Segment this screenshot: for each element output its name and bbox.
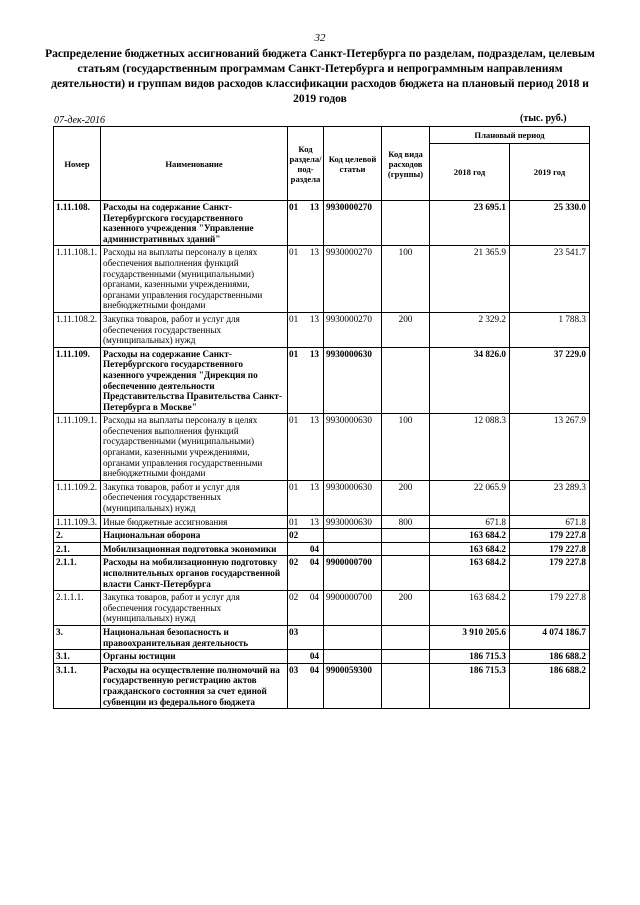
cell-2018: 21 365.9 [430, 246, 510, 313]
cell-name: Органы юстиции [101, 650, 288, 664]
table-row [54, 529, 590, 543]
section-code: 02 [289, 530, 299, 541]
header-2019: 2019 год [510, 144, 590, 201]
table-row [54, 347, 590, 414]
cell-2018: 3 910 205.6 [430, 625, 510, 649]
cell-name: Расходы на мобилизационную подготовку исполнительных органов государственной власти Санкт-Петербурга [101, 556, 288, 591]
cell-number: 3.1.1. [54, 663, 101, 708]
cell-target-code [324, 542, 382, 556]
cell-type-code [382, 529, 430, 543]
cell-2018: 163 684.2 [430, 591, 510, 626]
header-2018: 2018 год [430, 144, 510, 201]
cell-target-code: 9900059300 [324, 663, 382, 708]
units-label: (тыс. руб.) [520, 113, 567, 124]
cell-section-code [288, 480, 324, 515]
cell-name: Национальная безопасность и правоохранительная деятельность [101, 625, 288, 649]
cell-type-code: 200 [382, 312, 430, 347]
cell-section-code [288, 201, 324, 246]
cell-2018: 163 684.2 [430, 542, 510, 556]
cell-number: 2.1.1. [54, 556, 101, 591]
cell-number: 1.11.108. [54, 201, 101, 246]
cell-2018: 163 684.2 [430, 556, 510, 591]
cell-target-code: 9930000630 [324, 480, 382, 515]
cell-2019: 4 074 186.7 [510, 625, 590, 649]
cell-target-code [324, 625, 382, 649]
header-number: Номер [54, 127, 101, 201]
header-target-code: Код целевой статьи [324, 127, 382, 201]
cell-type-code [382, 347, 430, 414]
cell-name: Национальная оборона [101, 529, 288, 543]
cell-type-code [382, 201, 430, 246]
cell-number: 1.11.108.1. [54, 246, 101, 313]
cell-number: 3. [54, 625, 101, 649]
section-code: 03 [289, 664, 299, 675]
subsection-code: 04 [309, 651, 319, 662]
table-row [54, 650, 590, 664]
cell-2019: 186 688.2 [510, 663, 590, 708]
table-row [54, 542, 590, 556]
cell-name: Мобилизационная подготовка экономики [101, 542, 288, 556]
cell-2019: 13 267.9 [510, 414, 590, 481]
cell-target-code: 9930000270 [324, 246, 382, 313]
section-code: 01 [289, 516, 299, 527]
cell-number: 1.11.109.2. [54, 480, 101, 515]
cell-name: Расходы на содержание Санкт-Петербургского государственного казенного учреждения "Управление административных зданий" [101, 201, 288, 246]
cell-2019: 671.8 [510, 515, 590, 529]
cell-number: 2.1. [54, 542, 101, 556]
table-row [54, 625, 590, 649]
table-body [54, 201, 590, 709]
cell-target-code: 9930000630 [324, 515, 382, 529]
table-row [54, 663, 590, 708]
subsection-code: 13 [309, 313, 319, 324]
cell-2018: 23 695.1 [430, 201, 510, 246]
table-row [54, 515, 590, 529]
cell-2019: 37 229.0 [510, 347, 590, 414]
cell-section-code [288, 663, 324, 708]
cell-type-code [382, 650, 430, 664]
section-code: 03 [289, 626, 299, 637]
document-date: 07-дек-2016 [54, 115, 105, 126]
subsection-code: 13 [309, 415, 319, 426]
cell-2018: 12 088.3 [430, 414, 510, 481]
section-code: 01 [289, 348, 299, 359]
subsection-code: 13 [309, 516, 319, 527]
cell-section-code [288, 542, 324, 556]
table-row [54, 201, 590, 246]
cell-2018: 186 715.3 [430, 650, 510, 664]
table-row [54, 246, 590, 313]
cell-type-code: 800 [382, 515, 430, 529]
cell-name: Расходы на осуществление полномочий на государственную регистрацию актов гражданского состояния за счет единой субвенции из федерального бюджета [101, 663, 288, 708]
table-row [54, 312, 590, 347]
page-number: 32 [314, 32, 326, 44]
cell-2018: 163 684.2 [430, 529, 510, 543]
subsection-code: 04 [309, 543, 319, 554]
cell-name: Закупка товаров, работ и услуг для обеспечения государственных (муниципальных) нужд [101, 591, 288, 626]
cell-name: Расходы на содержание Санкт-Петербургского государственного казенного учреждения "Дирекция по обеспечению деятельности Представительства Правительства Санкт-Петербурга в Москве" [101, 347, 288, 414]
cell-name: Закупка товаров, работ и услуг для обеспечения государственных (муниципальных) нужд [101, 312, 288, 347]
table-row [54, 414, 590, 481]
cell-target-code: 9900000700 [324, 556, 382, 591]
section-code: 02 [289, 592, 299, 603]
cell-number: 1.11.109.1. [54, 414, 101, 481]
header-section-code: Код раздела/ под-раздела [288, 127, 324, 201]
cell-section-code [288, 515, 324, 529]
cell-section-code [288, 591, 324, 626]
cell-name: Расходы на выплаты персоналу в целях обеспечения выполнения функций государственными (муниципальными) органами, казенными учреждениями, органами управления государственными внебюджетными фондами [101, 246, 288, 313]
cell-type-code [382, 663, 430, 708]
cell-target-code [324, 529, 382, 543]
section-code: 01 [289, 415, 299, 426]
cell-number: 2.1.1.1. [54, 591, 101, 626]
cell-target-code: 9900000700 [324, 591, 382, 626]
cell-2018: 671.8 [430, 515, 510, 529]
section-code: 01 [289, 202, 299, 212]
cell-type-code [382, 542, 430, 556]
cell-target-code: 9930000270 [324, 201, 382, 246]
subsection-code: 13 [309, 202, 319, 212]
cell-2018: 186 715.3 [430, 663, 510, 708]
cell-section-code [288, 414, 324, 481]
cell-section-code [288, 347, 324, 414]
cell-2018: 22 065.9 [430, 480, 510, 515]
cell-2019: 179 227.8 [510, 556, 590, 591]
cell-number: 3.1. [54, 650, 101, 664]
header-name: Наименование [101, 127, 288, 201]
cell-section-code [288, 625, 324, 649]
cell-target-code [324, 650, 382, 664]
cell-section-code [288, 312, 324, 347]
section-code: 02 [289, 557, 299, 568]
cell-type-code: 200 [382, 480, 430, 515]
header-planned-period: Плановый период [430, 127, 590, 144]
cell-target-code: 9930000630 [324, 347, 382, 414]
cell-target-code: 9930000630 [324, 414, 382, 481]
cell-type-code: 200 [382, 591, 430, 626]
cell-section-code [288, 529, 324, 543]
table-row [54, 480, 590, 515]
subsection-code: 04 [309, 557, 319, 568]
cell-type-code: 100 [382, 246, 430, 313]
table-row [54, 556, 590, 591]
section-code: 01 [289, 313, 299, 324]
subsection-code: 13 [309, 348, 319, 359]
cell-2018: 34 826.0 [430, 347, 510, 414]
cell-2018: 2 329.2 [430, 312, 510, 347]
cell-2019: 1 788.3 [510, 312, 590, 347]
cell-2019: 23 541.7 [510, 246, 590, 313]
cell-2019: 23 289.3 [510, 480, 590, 515]
cell-number: 2. [54, 529, 101, 543]
cell-2019: 179 227.8 [510, 542, 590, 556]
section-code: 01 [289, 247, 299, 258]
cell-2019: 179 227.8 [510, 591, 590, 626]
cell-type-code: 100 [382, 414, 430, 481]
cell-2019: 186 688.2 [510, 650, 590, 664]
cell-target-code: 9930000270 [324, 312, 382, 347]
subsection-code: 13 [309, 247, 319, 258]
header-type-code: Код вида расходов (группы) [382, 127, 430, 201]
subsection-code: 04 [309, 664, 319, 675]
cell-name: Закупка товаров, работ и услуг для обеспечения государственных (муниципальных) нужд [101, 480, 288, 515]
cell-2019: 179 227.8 [510, 529, 590, 543]
document-title: Распределение бюджетных ассигнований бюджета Санкт-Петербурга по разделам, подразделам, целевым статьям (государственным программам Санкт-Петербурга и непрограммным направлениям деятельности) и группам видов расходов классификации расходов бюджета на плановый период 2018 и 2019 годов [45, 48, 595, 105]
subsection-code: 13 [309, 481, 319, 492]
cell-name: Расходы на выплаты персоналу в целях обеспечения выполнения функций государственными (муниципальными) органами, казенными учреждениями, органами управления государственными внебюджетными фондами [101, 414, 288, 481]
subsection-code: 04 [309, 592, 319, 603]
cell-section-code [288, 246, 324, 313]
cell-number: 1.11.108.2. [54, 312, 101, 347]
cell-2019: 25 330.0 [510, 201, 590, 246]
budget-table [53, 126, 590, 709]
cell-section-code [288, 650, 324, 664]
cell-name: Иные бюджетные ассигнования [101, 515, 288, 529]
cell-type-code [382, 625, 430, 649]
cell-type-code [382, 556, 430, 591]
cell-number: 1.11.109.3. [54, 515, 101, 529]
cell-section-code [288, 556, 324, 591]
section-code: 01 [289, 481, 299, 492]
table-row [54, 591, 590, 626]
cell-number: 1.11.109. [54, 347, 101, 414]
